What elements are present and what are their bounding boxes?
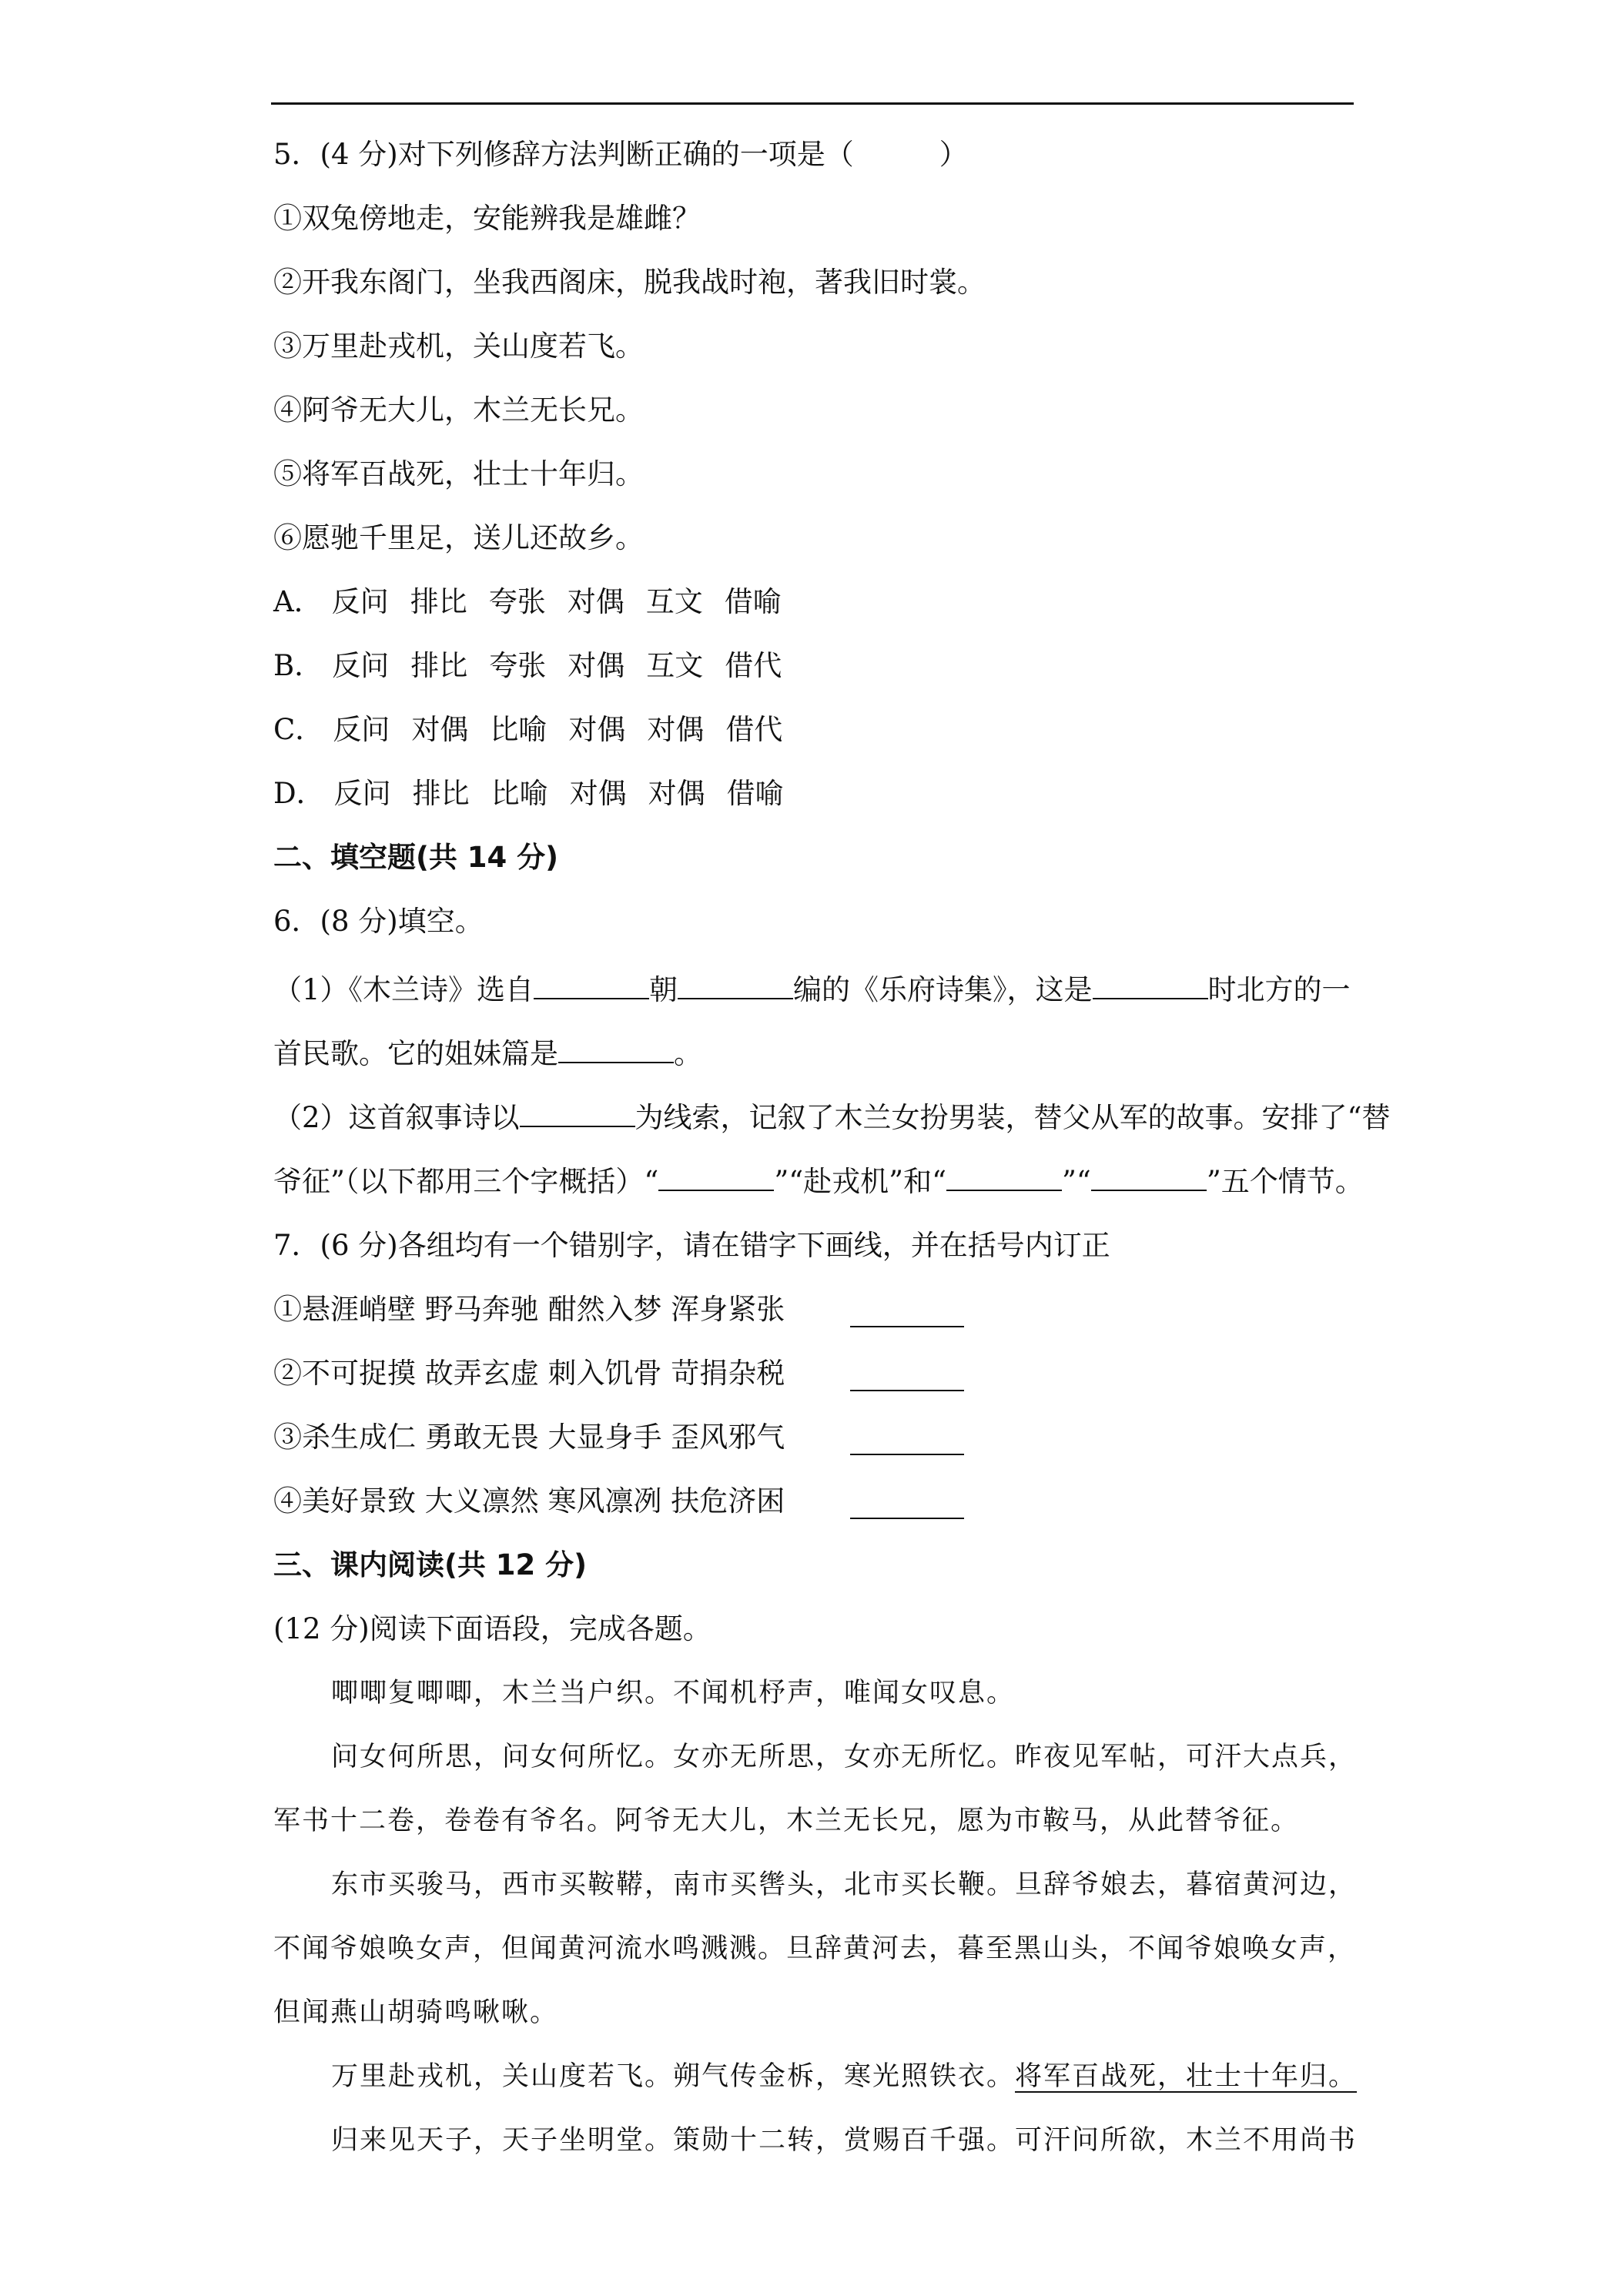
q6-text: 首民歌。它的姐妹篇是 [273, 1037, 558, 1070]
header-rule [271, 102, 1354, 105]
q7-row-1: ①悬涯峭壁 野马奔驰 酣然入梦 浑身紧张 [273, 1293, 785, 1326]
passage-line [331, 2058, 1357, 2095]
passage-text: 万里赴戎机，关山度若飞。朔气传金柝，寒光照铁衣。 [331, 2061, 1016, 2092]
option-letter: C． [273, 713, 324, 746]
option-term: 对偶 [568, 649, 625, 682]
option-term: 排比 [410, 649, 468, 682]
option-term: 互文 [646, 649, 704, 682]
reading-stem: (12 分)阅读下面语段，完成各题。 [273, 1612, 712, 1645]
fill-blank[interactable] [946, 1163, 1062, 1191]
option-term: 比喻 [490, 713, 547, 746]
fill-blank[interactable] [534, 972, 649, 999]
q6-part1-line1 [273, 972, 1351, 1009]
option-term: 对偶 [568, 713, 626, 746]
q6-text: 时北方的一 [1207, 973, 1351, 1006]
option-term: 借喻 [724, 585, 782, 618]
q7-row-3: ③杀生成仁 勇敢无畏 大显身手 歪风邪气 [273, 1421, 785, 1454]
option-letter: D． [273, 777, 325, 810]
option-term: 夸张 [488, 585, 546, 618]
section-2-heading: 二、填空题(共 14 分) [273, 841, 559, 874]
passage-line: 归来见天子，天子坐明堂。策勋十二转，赏赐百千强。可汗问所欲，木兰不用尚书 [331, 2125, 1358, 2156]
passage-line: 唧唧复唧唧，木兰当户织。不闻机杼声，唯闻女叹息。 [331, 1678, 1016, 1709]
q6-part1-line2 [273, 1036, 702, 1073]
q6-part2-line2 [273, 1163, 1364, 1200]
q7-answer-blank-2[interactable] [850, 1390, 964, 1391]
q6-text: （1）《木兰诗》选自 [273, 973, 534, 1006]
option-term: 比喻 [491, 777, 548, 810]
fill-blank[interactable] [658, 1163, 774, 1191]
q5-stem: 5．(4 分)对下列修辞方法判断正确的一项是（ ） [273, 138, 968, 171]
q5-item-1: ①双兔傍地走，安能辨我是雄雌？ [273, 202, 701, 235]
option-term: 反问 [332, 649, 390, 682]
q5-option-b[interactable] [273, 648, 803, 684]
q6-part2-line1 [273, 1099, 1390, 1136]
q5-item-2: ②开我东阁门，坐我西阁床，脱我战时袍，著我旧时裳。 [273, 266, 986, 299]
q6-text: 朝 [649, 973, 678, 1006]
option-term: 对偶 [411, 713, 469, 746]
q7-stem: 7．(6 分)各组均有一个错别字，请在错字下画线，并在括号内订正 [273, 1229, 1110, 1262]
option-term: 对偶 [569, 777, 627, 810]
q7-answer-blank-3[interactable] [850, 1454, 964, 1455]
fill-blank[interactable] [520, 1099, 635, 1127]
fill-blank[interactable] [1093, 972, 1208, 999]
q6-text: ”五个情节。 [1206, 1165, 1364, 1198]
q5-item-4: ④阿爷无大儿，木兰无长兄。 [273, 393, 644, 427]
option-letter: B． [273, 649, 323, 682]
option-letter: A． [273, 585, 323, 618]
option-term: 反问 [331, 585, 389, 618]
q5-item-3: ③万里赴戎机，关山度若飞。 [273, 330, 644, 363]
option-term: 互文 [645, 585, 703, 618]
passage-line: 不闻爷娘唤女声，但闻黄河流水鸣溅溅。旦辞黄河去，暮至黑山头，不闻爷娘唤女声， [273, 1933, 1357, 1964]
q6-text: ”“赴戎机”和“ [774, 1165, 947, 1198]
option-term: 借代 [725, 649, 782, 682]
q6-text: （2）这首叙事诗以 [273, 1101, 520, 1134]
q7-row-4: ④美好景致 大义凛然 寒风凛冽 扶危济困 [273, 1484, 785, 1518]
option-term: 借代 [725, 713, 783, 746]
q6-text: 为线索，记叙了木兰女扮男装，替父从军的故事。安排了“替 [635, 1101, 1391, 1134]
q7-answer-blank-4[interactable] [850, 1518, 964, 1519]
option-term: 反问 [333, 713, 390, 746]
q7-row-2: ②不可捉摸 故弄玄虚 刺入饥骨 苛捐杂税 [273, 1357, 785, 1390]
option-term: 对偶 [647, 713, 705, 746]
passage-line: 问女何所思，问女何所忆。女亦无所思，女亦无所忆。昨夜见军帖，可汗大点兵， [331, 1742, 1358, 1772]
passage-line: 东市买骏马，西市买鞍鞯，南市买辔头，北市买长鞭。旦辞爷娘去，暮宿黄河边， [331, 1869, 1358, 1900]
q6-text: 编的《乐府诗集》，这是 [793, 973, 1093, 1006]
option-term: 反问 [333, 777, 391, 810]
option-term: 排比 [410, 585, 467, 618]
option-term: 对偶 [648, 777, 705, 810]
q6-stem: 6．(8 分)填空。 [273, 905, 484, 938]
q6-text: 爷征”（以下都用三个字概括）“ [273, 1165, 659, 1198]
q7-answer-blank-1[interactable] [850, 1326, 964, 1327]
passage-line: 但闻燕山胡骑鸣啾啾。 [273, 1997, 559, 2028]
q5-option-c[interactable] [273, 711, 804, 748]
passage-line: 军书十二卷，卷卷有爷名。阿爷无大儿，木兰无长兄，愿为市鞍马，从此替爷征。 [273, 1806, 1300, 1836]
option-term: 对偶 [567, 585, 624, 618]
option-term: 排比 [412, 777, 470, 810]
q5-option-d[interactable] [273, 775, 805, 812]
q5-option-a[interactable] [273, 584, 803, 621]
fill-blank[interactable] [678, 972, 793, 999]
q5-item-5: ⑤将军百战死，壮士十年归。 [273, 457, 644, 490]
q6-text: ”“ [1062, 1165, 1091, 1198]
fill-blank[interactable] [1091, 1163, 1207, 1191]
option-term: 借喻 [726, 777, 784, 810]
underlined-sentence: 将军百战死，壮士十年归。 [1015, 2061, 1358, 2092]
q6-text: 。 [674, 1037, 702, 1070]
fill-blank[interactable] [558, 1036, 674, 1063]
q5-item-6: ⑥愿驰千里足，送儿还故乡。 [273, 521, 644, 554]
option-term: 夸张 [489, 649, 547, 682]
section-3-heading: 三、课内阅读(共 12 分) [273, 1548, 588, 1581]
